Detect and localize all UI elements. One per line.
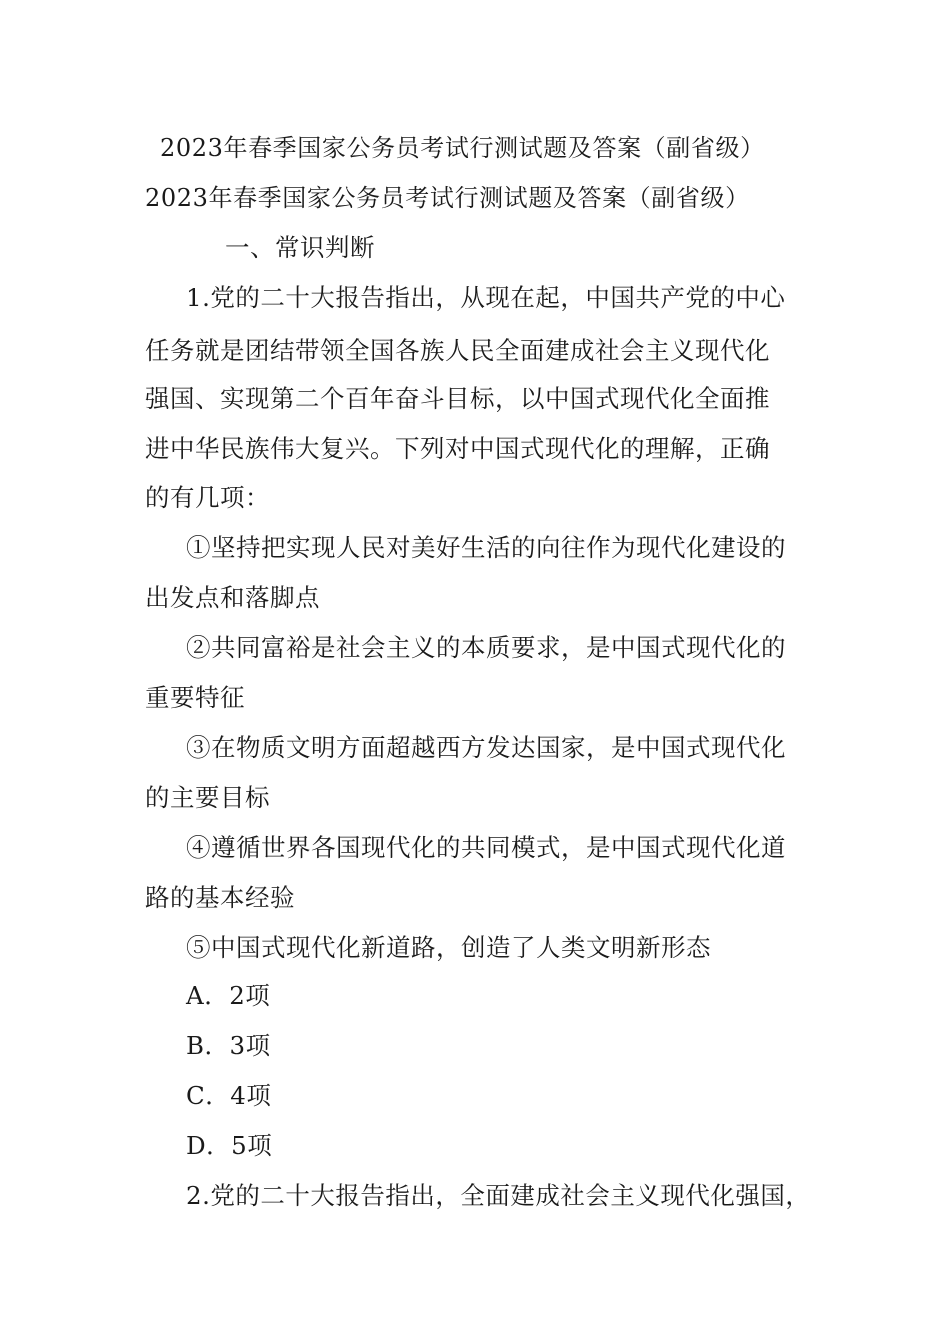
statement-1-line: 出发点和落脚点 — [145, 583, 320, 612]
question-1-stem-line: 任务就是团结带领全国各族人民全面建成社会主义现代化 — [145, 336, 770, 365]
document-title: 2023年春季国家公务员考试行测试题及答案（副省级） — [160, 134, 765, 162]
section-title: 一、常识判断 — [225, 233, 375, 262]
statement-4-line: 路的基本经验 — [145, 883, 295, 912]
option-b: B．3项 — [186, 1031, 271, 1060]
question-1-stem-line: 强国、实现第二个百年奋斗目标，以中国式现代化全面推 — [145, 384, 770, 413]
statement-2-line: ②共同富裕是社会主义的本质要求，是中国式现代化的 — [186, 633, 786, 662]
statement-3-line: 的主要目标 — [145, 783, 270, 812]
option-c: C．4项 — [186, 1081, 272, 1110]
statement-1-line: ①坚持把实现人民对美好生活的向往作为现代化建设的 — [186, 533, 786, 562]
question-1-stem-line: 的有几项： — [145, 483, 270, 512]
option-a: A．2项 — [186, 981, 271, 1010]
statement-2-line: 重要特征 — [145, 683, 245, 712]
question-1-stem-line: 1.党的二十大报告指出，从现在起，中国共产党的中心 — [186, 283, 786, 312]
statement-5-line: ⑤中国式现代化新道路，创造了人类文明新形态 — [186, 933, 711, 962]
question-2-stem-line: 2.党的二十大报告指出，全面建成社会主义现代化强国， — [186, 1181, 811, 1210]
question-1-stem-line: 进中华民族伟大复兴。下列对中国式现代化的理解，正确 — [145, 434, 770, 463]
document-subtitle: 2023年春季国家公务员考试行测试题及答案（副省级） — [145, 184, 750, 212]
statement-3-line: ③在物质文明方面超越西方发达国家，是中国式现代化 — [186, 733, 786, 762]
option-d: D．5项 — [186, 1131, 273, 1160]
statement-4-line: ④遵循世界各国现代化的共同模式，是中国式现代化道 — [186, 833, 786, 862]
